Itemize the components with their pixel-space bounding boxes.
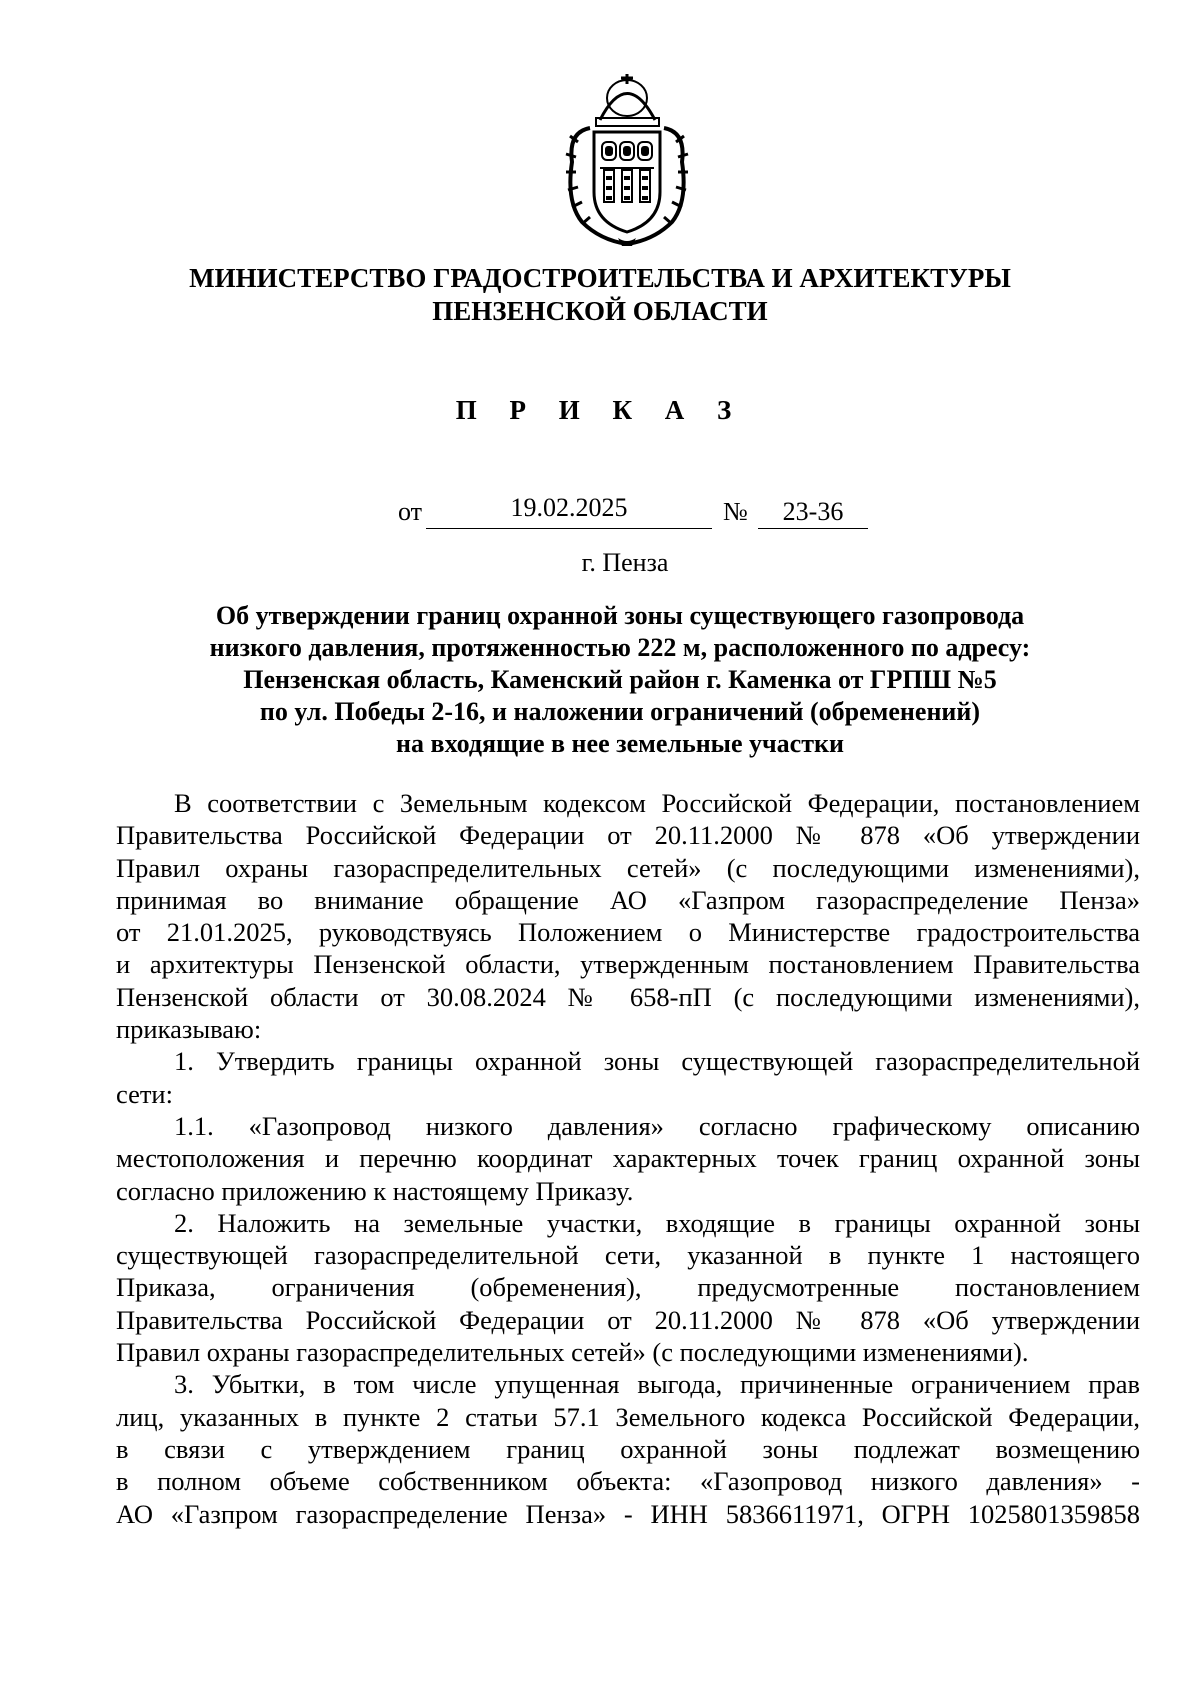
subject-line: Пензенская область, Каменский район г. Каменка от ГРПШ №5 (243, 665, 997, 694)
body-line: 2. Наложить на земельные участки, входящие в границы охранной зоны (174, 1207, 1140, 1238)
coat-of-arms-icon (560, 72, 695, 247)
body-line: 3. Убытки, в том числе упущенная выгода, причиненные ограничением прав (174, 1369, 1140, 1400)
body-line: и архитектуры Пензенской области, утвержденным постановлением Правительства (116, 949, 1140, 980)
body-line: 1.1. «Газопровод низкого давления» согласно графическому описанию (174, 1110, 1140, 1141)
document-body (116, 787, 1140, 1530)
ministry-title-line1: МИНИСТЕРСТВО ГРАДОСТРОИТЕЛЬСТВА И АРХИТЕКТУРЫ (189, 263, 1011, 293)
body-line: Правительства Российской Федерации от 20.11.2000 № 878 «Об утверждении (116, 820, 1140, 851)
document-subject (150, 600, 1090, 760)
body-line: Приказа, ограничения (обременения), предусмотренные постановлением (116, 1272, 1140, 1303)
body-line: принимая во внимание обращение АО «Газпром газораспределение Пенза» (116, 884, 1140, 915)
city: г. Пенза (581, 548, 669, 577)
subject-line: на входящие в нее земельные участки (396, 729, 844, 758)
ministry-title-line2: ПЕНЗЕНСКОЙ ОБЛАСТИ (432, 296, 768, 326)
document-date: 19.02.2025 (510, 493, 628, 522)
document-number: 23-36 (782, 497, 844, 526)
body-line: В соответствии с Земельным кодексом Российской Федерации, постановлением (174, 788, 1140, 818)
body-line: 1. Утвердить границы охранной зоны существующей газораспределительной (174, 1046, 1140, 1077)
date-underline (426, 528, 712, 529)
body-line: приказываю: (116, 1014, 262, 1045)
ministry-title (80, 262, 1120, 328)
number-label: № (723, 497, 748, 526)
body-line: Правил охраны газораспределительных сетей» (с последующими изменениями), (116, 852, 1140, 883)
body-line: Правительства Российской Федерации от 20.11.2000 № 878 «Об утверждении (116, 1304, 1140, 1335)
subject-line: Об утверждении границ охранной зоны существующего газопровода (215, 601, 1025, 630)
document-type: П Р И К А З (455, 395, 745, 425)
body-line: местоположения и перечню координат характерных точек границ охранной зоны (116, 1143, 1140, 1174)
subject-line: низкого давления, протяженностью 222 м, расположенного по адресу: (209, 633, 1031, 662)
subject-line: по ул. Победы 2-16, и наложении ограничений (обременений) (259, 697, 981, 726)
body-line: от 21.01.2025, руководствуясь Положением о Министерстве градостроительства (116, 917, 1140, 948)
body-line: существующей газораспределительной сети, указанной в пункте 1 настоящего (116, 1240, 1140, 1271)
date-label: от (398, 497, 423, 526)
body-line: в полном объеме собственником объекта: «Газопровод низкого давления» - (116, 1466, 1140, 1497)
body-line: согласно приложению к настоящему Приказу. (116, 1175, 634, 1206)
body-line: АО «Газпром газораспределение Пенза» - ИНН 5836611971, ОГРН 1025801359858 (116, 1498, 1140, 1529)
body-line: сети: (116, 1078, 173, 1109)
number-underline (758, 528, 868, 529)
body-line: Правил охраны газораспределительных сетей» (с последующими изменениями). (116, 1337, 1029, 1368)
body-line: в связи с утверждением границ охранной зоны подлежат возмещению (116, 1433, 1140, 1464)
body-line: Пензенской области от 30.08.2024 № 658-пП (с последующими изменениями), (116, 981, 1140, 1012)
date-number-line (0, 493, 1200, 537)
body-line: лиц, указанных в пункте 2 статьи 57.1 Земельного кодекса Российской Федерации, (116, 1401, 1140, 1432)
